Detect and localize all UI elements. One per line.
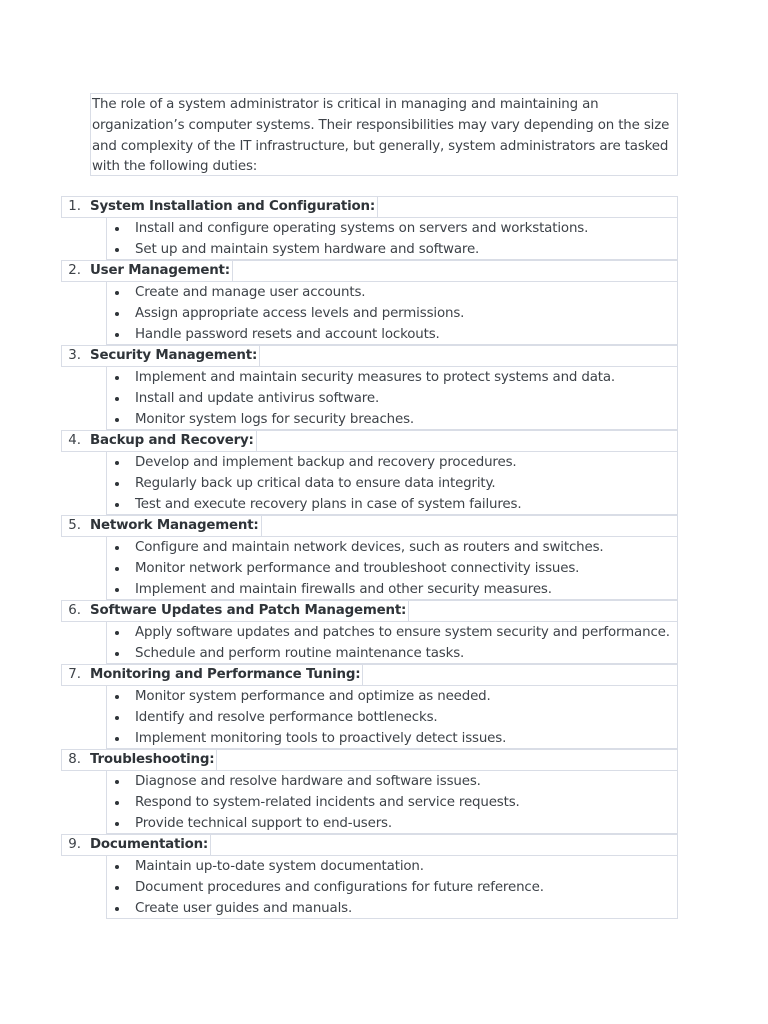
section-number: 8. [68, 752, 81, 767]
section-title: Security Management: [90, 346, 260, 366]
list-item-text: Handle password resets and account lockouts. [135, 327, 440, 342]
section-number: 3. [68, 348, 81, 363]
section-title: Software Updates and Patch Management: [90, 601, 409, 621]
bullet-icon [115, 227, 119, 231]
section-bullet-list [106, 452, 678, 515]
bullet-icon [115, 780, 119, 784]
bullet-icon [115, 333, 119, 337]
section-number: 5. [68, 518, 81, 533]
section-title: Documentation: [90, 835, 211, 855]
section-bullet-list [106, 622, 678, 664]
list-item [107, 473, 677, 494]
list-item-text: Respond to system-related incidents and service requests. [135, 795, 520, 810]
list-item [107, 686, 677, 707]
list-item [107, 324, 677, 345]
list-item-text: Schedule and perform routine maintenance tasks. [135, 646, 465, 661]
list-item-text: Monitor system logs for security breaches. [135, 412, 415, 427]
list-item-text: Implement monitoring tools to proactively detect issues. [135, 731, 507, 746]
section-heading [61, 600, 678, 622]
section-bullet-list [106, 686, 678, 749]
bullet-icon [115, 588, 119, 592]
section-title: User Management: [90, 261, 233, 281]
section-heading [61, 834, 678, 856]
section-bullet-list [106, 771, 678, 834]
list-item [107, 813, 677, 834]
list-item [107, 494, 677, 515]
bullet-icon [115, 631, 119, 635]
list-item-text: Configure and maintain network devices, such as routers and switches. [135, 540, 604, 555]
bullet-icon [115, 482, 119, 486]
section-bullet-list [106, 218, 678, 260]
section-number: 9. [68, 837, 81, 852]
bullet-icon [115, 503, 119, 507]
bullet-icon [115, 248, 119, 252]
bullet-icon [115, 865, 119, 869]
list-item [107, 282, 677, 303]
list-item [107, 388, 677, 409]
list-item [107, 771, 677, 792]
list-item-text: Diagnose and resolve hardware and software issues. [135, 774, 481, 789]
list-item [107, 707, 677, 728]
section-bullet-list [106, 537, 678, 600]
section-bullet-list [106, 367, 678, 430]
list-item [107, 792, 677, 813]
bullet-icon [115, 312, 119, 316]
section-heading [61, 430, 678, 452]
bullet-icon [115, 546, 119, 550]
section-heading [61, 664, 678, 686]
section-title: Monitoring and Performance Tuning: [90, 665, 363, 685]
list-item-text: Implement and maintain security measures to protect systems and data. [135, 370, 616, 385]
list-item-text: Apply software updates and patches to ensure system security and performance. [135, 625, 670, 640]
section-number: 1. [68, 199, 81, 214]
list-item [107, 218, 677, 239]
list-item-text: Provide technical support to end-users. [135, 816, 392, 831]
list-item-text: Regularly back up critical data to ensure data integrity. [135, 476, 496, 491]
bullet-icon [115, 907, 119, 911]
list-item [107, 579, 677, 600]
list-item-text: Install and configure operating systems on servers and workstations. [135, 221, 589, 236]
section-title: Troubleshooting: [90, 750, 217, 770]
section-title: Backup and Recovery: [90, 431, 257, 451]
section-heading [61, 749, 678, 771]
list-item-text: Monitor system performance and optimize as needed. [135, 689, 491, 704]
list-item [107, 877, 677, 898]
section-number: 4. [68, 433, 81, 448]
list-item [107, 622, 677, 643]
bullet-icon [115, 695, 119, 699]
bullet-icon [115, 397, 119, 401]
list-item-text: Implement and maintain firewalls and other security measures. [135, 582, 552, 597]
bullet-icon [115, 461, 119, 465]
bullet-icon [115, 886, 119, 890]
list-item [107, 303, 677, 324]
list-item-text: Identify and resolve performance bottlenecks. [135, 710, 438, 725]
list-item [107, 239, 677, 260]
list-item [107, 367, 677, 388]
list-item-text: Document procedures and configurations for future reference. [135, 880, 544, 895]
list-item [107, 643, 677, 664]
bullet-icon [115, 567, 119, 571]
list-item-text: Maintain up-to-date system documentation. [135, 859, 424, 874]
list-item [107, 898, 677, 919]
section-heading [61, 345, 678, 367]
bullet-icon [115, 801, 119, 805]
section-heading [61, 515, 678, 537]
list-item-text: Develop and implement backup and recovery procedures. [135, 455, 517, 470]
bullet-icon [115, 376, 119, 380]
list-item-text: Install and update antivirus software. [135, 391, 380, 406]
bullet-icon [115, 716, 119, 720]
list-item-text: Set up and maintain system hardware and software. [135, 242, 480, 257]
list-item [107, 856, 677, 877]
section-title: Network Management: [90, 516, 262, 536]
list-item-text: Assign appropriate access levels and permissions. [135, 306, 465, 321]
list-item [107, 409, 677, 430]
section-heading [61, 196, 678, 218]
list-item-text: Test and execute recovery plans in case of system failures. [135, 497, 522, 512]
bullet-icon [115, 737, 119, 741]
list-item-text: Create user guides and manuals. [135, 901, 353, 916]
section-number: 7. [68, 667, 81, 682]
list-item-text: Create and manage user accounts. [135, 285, 366, 300]
list-item-text: Monitor network performance and troubleshoot connectivity issues. [135, 561, 580, 576]
bullet-icon [115, 822, 119, 826]
section-title: System Installation and Configuration: [90, 197, 378, 217]
section-number: 6. [68, 603, 81, 618]
section-bullet-list [106, 856, 678, 919]
bullet-icon [115, 652, 119, 656]
section-bullet-list [106, 282, 678, 345]
section-heading [61, 260, 678, 282]
list-item [107, 452, 677, 473]
list-item [107, 537, 677, 558]
list-item [107, 558, 677, 579]
list-item [107, 728, 677, 749]
section-number: 2. [68, 263, 81, 278]
bullet-icon [115, 291, 119, 295]
intro-paragraph: The role of a system administrator is critical in managing and maintaining an organization’s computer systems. Their responsibilities may vary depending on the size and complexity of the IT infrastructure, but generally, system administrators are tasked with the following duties: [90, 93, 678, 176]
bullet-icon [115, 418, 119, 422]
